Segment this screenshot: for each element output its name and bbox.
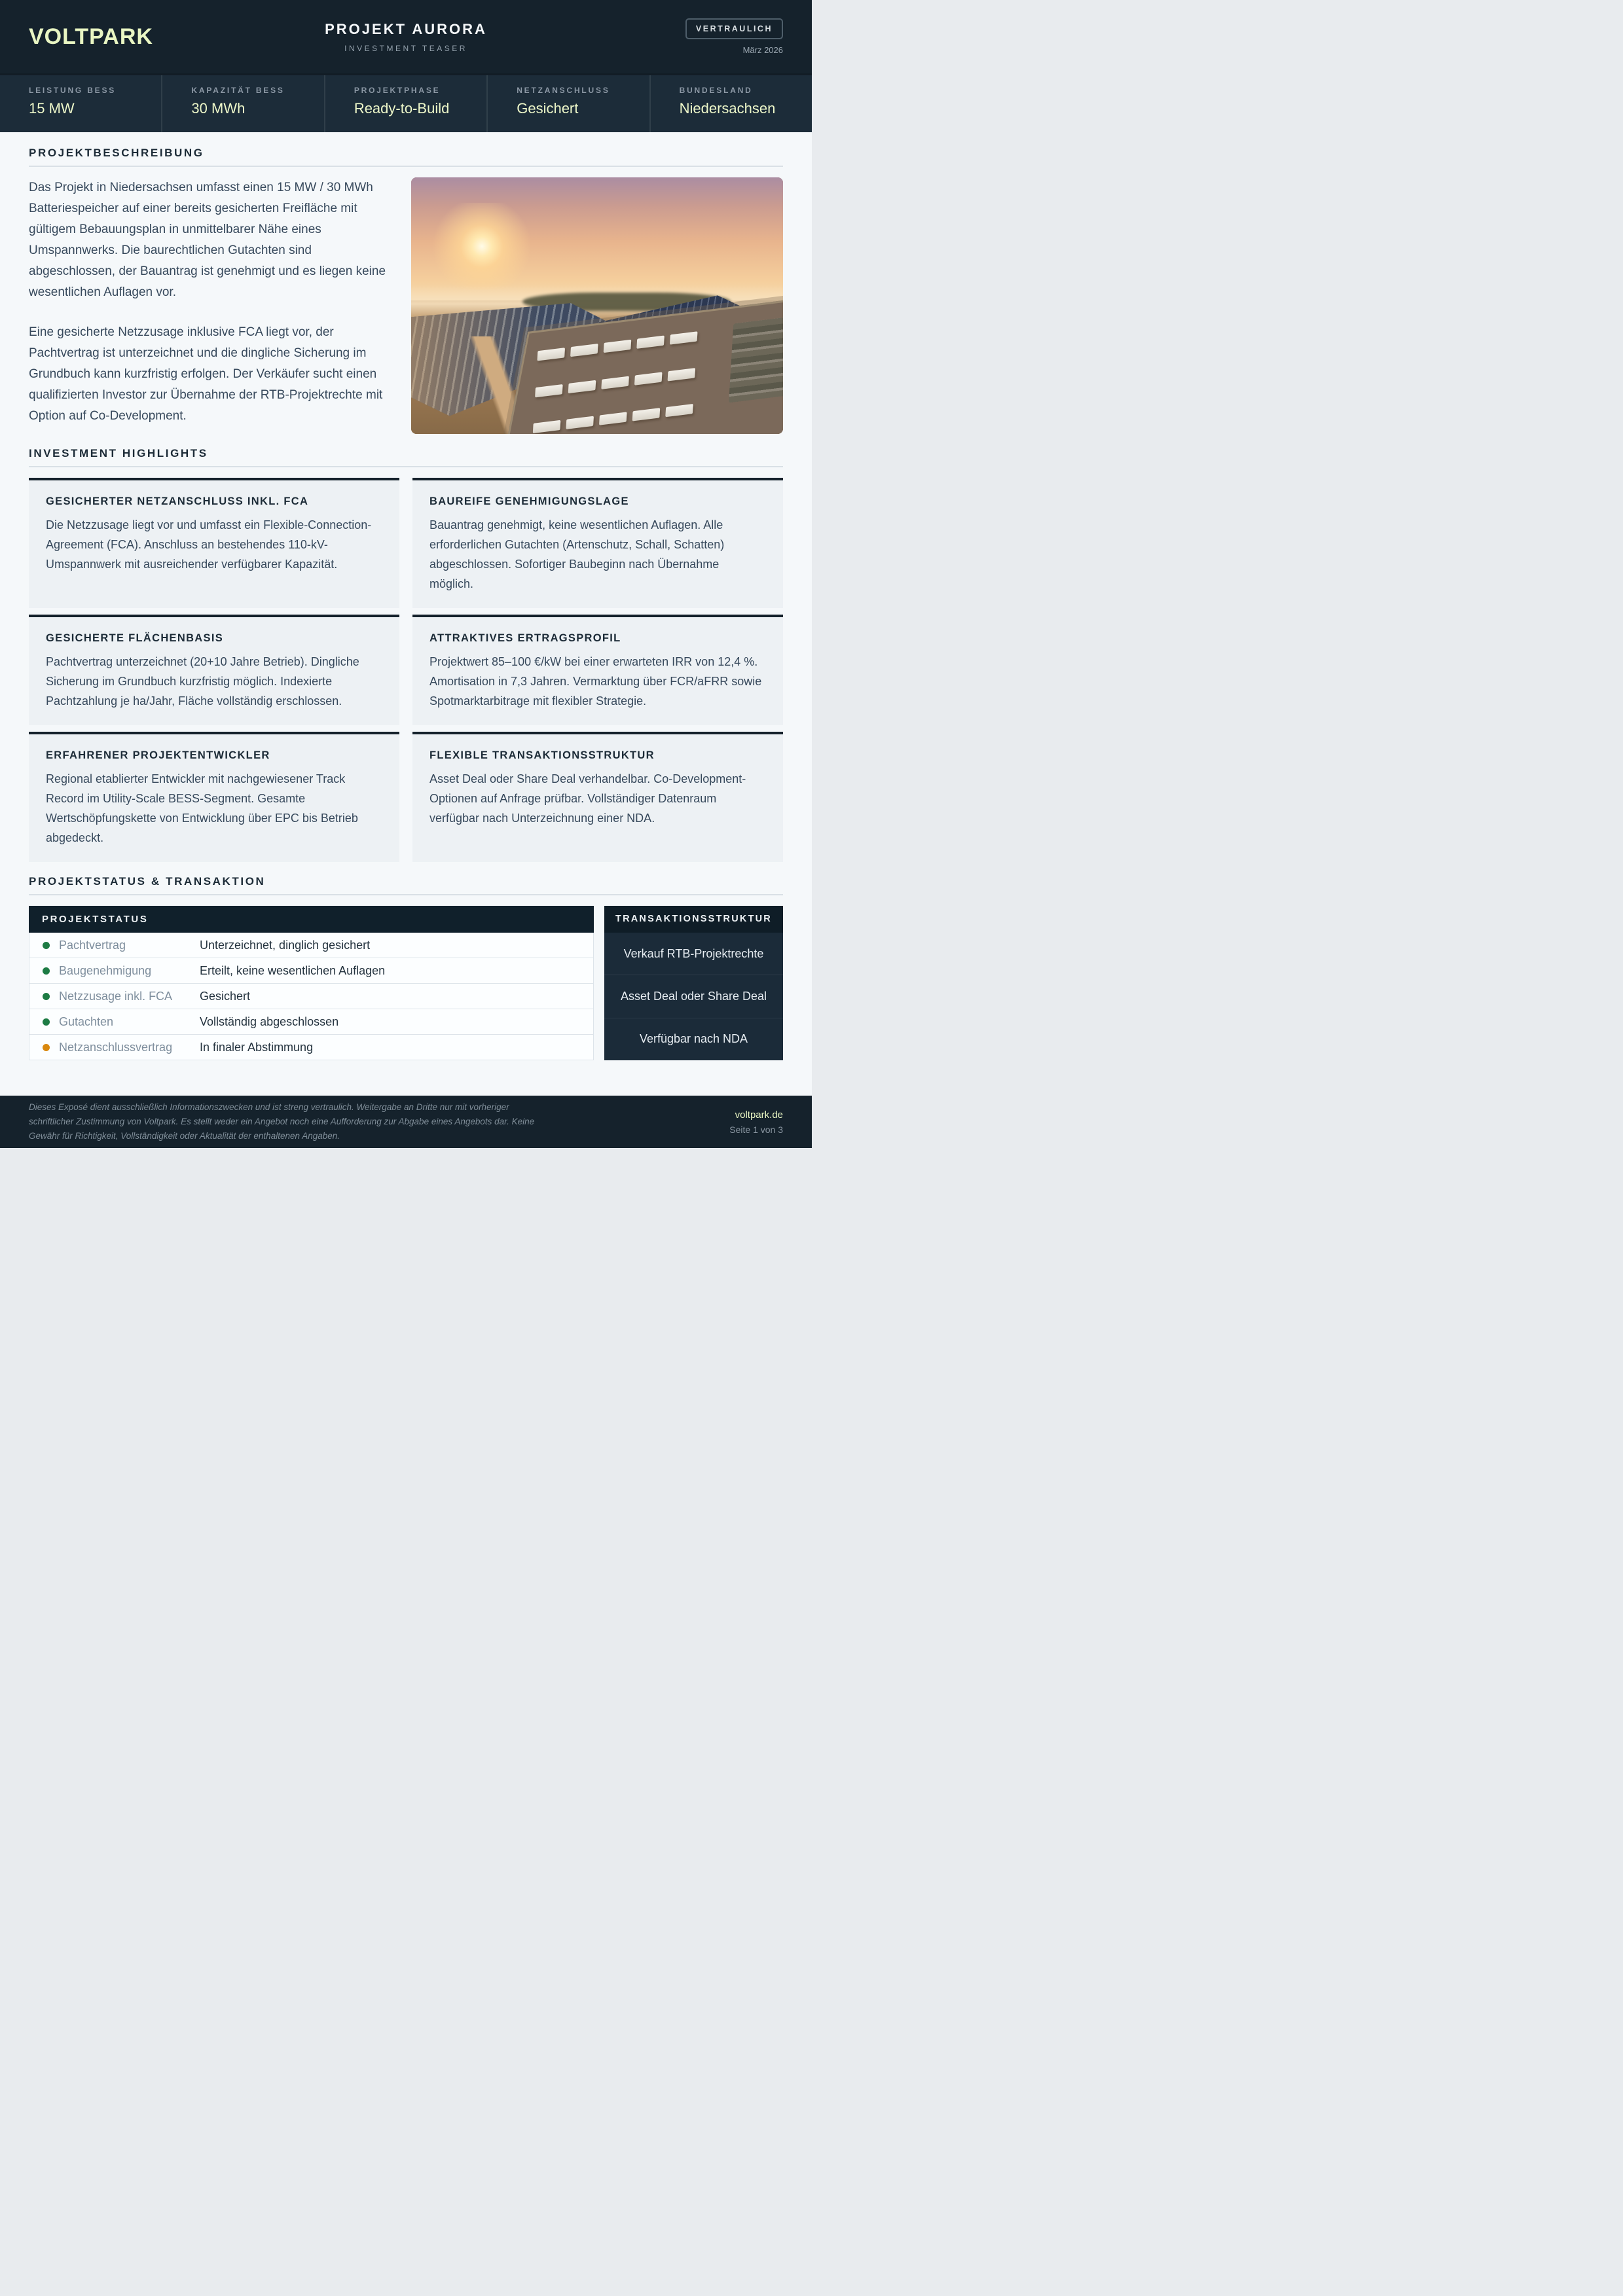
card-body: Bauantrag genehmigt, keine wesentlichen Auflagen. Alle erforderlichen Gutachten (Artenschutz, Schall, Schatten) abgeschlossen. Sofortiger Baubeginn nach Übernahme möglich. xyxy=(429,518,725,590)
stat-label: LEISTUNG BESS xyxy=(29,86,117,95)
status-dot-green-icon xyxy=(43,993,50,1000)
section-title: PROJEKTBESCHREIBUNG xyxy=(29,147,204,159)
row-label: Baugenehmigung xyxy=(59,963,152,977)
transaktionsstruktur-panel xyxy=(604,906,783,1060)
transaction-item-dealtyp: Asset Deal oder Share Deal xyxy=(604,975,783,1017)
row-value: Gesichert xyxy=(200,989,251,1003)
card-body: Pachtvertrag unterzeichnet (20+10 Jahre Betrieb). Dingliche Sicherung im Grundbuch kurzfristig möglich. Indexierte Pachtzahlung je ha/Jahr, Fläche vollständig erschlossen. xyxy=(46,655,359,708)
stat-netzanschluss xyxy=(486,75,649,132)
table-row-pachtvertrag xyxy=(29,933,594,958)
stat-label: KAPAZITÄT BESS xyxy=(191,86,285,95)
projektstatus-table-header: PROJEKTSTATUS xyxy=(29,906,594,933)
stat-kapazitaet-bess xyxy=(161,75,323,132)
stat-label: BUNDESLAND xyxy=(679,86,753,95)
stat-value: Ready-to-Build xyxy=(354,100,450,117)
highlight-card-netzanschluss xyxy=(29,478,399,608)
table-row-netzzusage xyxy=(29,984,594,1009)
stat-value: 15 MW xyxy=(29,100,75,117)
card-body: Die Netzzusage liegt vor und umfasst ein Flexible-Connection-Agreement (FCA). Anschluss an bestehendes 110-kV-Umspannwerk mit ausreichender verfügbarer Kapazität. xyxy=(46,518,372,571)
stat-value: 30 MWh xyxy=(191,100,246,117)
section-projektstatus-heading xyxy=(29,875,783,895)
confidential-badge: VERTRAULICH xyxy=(685,18,783,39)
row-value: Erteilt, keine wesentlichen Auflagen xyxy=(200,963,386,977)
stat-value: Gesichert xyxy=(517,100,579,117)
transaktionsstruktur-body xyxy=(604,933,783,1060)
description-row xyxy=(29,177,783,434)
footer-right xyxy=(729,1109,783,1135)
highlight-card-projektentwickler xyxy=(29,732,399,862)
table-row-gutachten xyxy=(29,1009,594,1035)
description-paragraph-2: Eine gesicherte Netzzusage inklusive FCA liegt vor, der Pachtvertrag ist unterzeichnet und die dingliche Sicherung im Grundbuch kann kurzfristig erfolgen. Der Verkäufer sucht einen qualifizierten Investor zur Übernahme der RTB-Projektrechte mit Option auf Co-Development. xyxy=(29,325,383,423)
header xyxy=(0,0,812,73)
section-title: INVESTMENT HIGHLIGHTS xyxy=(29,447,208,459)
section-divider xyxy=(29,466,783,467)
disclaimer-text: Dieses Exposé dient ausschließlich Informationszwecken und ist streng vertraulich. Weitergabe an Dritte nur mit vorheriger schriftlicher Zustimmung von Voltpark. Es stellt weder ein Angebot noch eine Aufforderung zur Abgabe eines Angebots dar. Keine Gewähr für Richtigkeit, Vollständigkeit oder Aktualität der enthaltenen Angaben. xyxy=(29,1102,535,1141)
stat-leistung-bess xyxy=(0,75,161,132)
footer xyxy=(0,1096,812,1148)
photo-substation-equipment xyxy=(729,315,783,403)
stat-label: PROJEKTPHASE xyxy=(354,86,441,95)
card-body: Asset Deal oder Share Deal verhandelbar. Co-Development-Optionen auf Anfrage prüfbar. Vollständiger Datenraum verfügbar nach Unterzeichnung einer NDA. xyxy=(429,772,746,825)
description-text xyxy=(29,177,394,434)
card-title: ERFAHRENER PROJEKTENTWICKLER xyxy=(46,749,270,761)
row-label: Gutachten xyxy=(59,1014,114,1028)
main-content xyxy=(0,132,812,1087)
card-title: GESICHERTE FLÄCHENBASIS xyxy=(46,632,224,644)
section-projektbeschreibung-heading xyxy=(29,147,783,167)
voltpark-logo xyxy=(29,24,225,50)
row-label: Pachtvertrag xyxy=(59,938,126,952)
highlight-cards-grid xyxy=(29,478,783,862)
transaction-item-nda: Verfügbar nach NDA xyxy=(604,1018,783,1060)
photo-sun xyxy=(426,203,538,290)
status-dot-green-icon xyxy=(43,942,50,949)
row-value: In finaler Abstimmung xyxy=(200,1040,314,1054)
highlight-card-ertragsprofil xyxy=(412,615,783,725)
section-divider xyxy=(29,894,783,895)
page-subtitle: INVESTMENT TEASER xyxy=(344,43,467,53)
document-date: März 2026 xyxy=(742,45,783,55)
section-investment-highlights-heading xyxy=(29,447,783,467)
row-value: Unterzeichnet, dinglich gesichert xyxy=(200,938,371,952)
card-title: FLEXIBLE TRANSAKTIONSSTRUKTUR xyxy=(429,749,655,761)
section-divider xyxy=(29,166,783,167)
highlight-card-flaechenbasis xyxy=(29,615,399,725)
card-title: ATTRAKTIVES ERTRAGSPROFIL xyxy=(429,632,621,644)
status-dot-green-icon xyxy=(43,967,50,975)
stat-bundesland xyxy=(649,75,812,132)
page-title: PROJEKT AURORA xyxy=(325,20,487,37)
project-photo-aerial-solar-bess-sunset xyxy=(411,177,783,434)
stat-label: NETZANSCHLUSS xyxy=(517,86,610,95)
investment-teaser-page xyxy=(0,0,812,1148)
header-title-block xyxy=(225,21,587,53)
card-body: Projektwert 85–100 €/kW bei einer erwarteten IRR von 12,4 %. Amortisation in 7,3 Jahren. Vermarktung über FCR/aFRR sowie Spotmarktarbitrage mit flexibler Strategie. xyxy=(429,655,762,708)
highlight-card-transaktionsstruktur xyxy=(412,732,783,862)
table-row-baugenehmigung xyxy=(29,958,594,984)
photo-battery-containers xyxy=(531,327,733,434)
stat-projektphase xyxy=(324,75,486,132)
voltpark-logo-text: VOLTPARK xyxy=(29,24,153,49)
row-label: Netzanschlussvertrag xyxy=(59,1040,173,1054)
header-right xyxy=(587,18,783,55)
page-number: Seite 1 von 3 xyxy=(729,1124,783,1135)
projektstatus-table xyxy=(29,906,594,1060)
key-stats-bar xyxy=(0,73,812,132)
card-title: BAUREIFE GENEHMIGUNGSLAGE xyxy=(429,495,629,507)
transaction-item-verkauf: Verkauf RTB-Projektrechte xyxy=(623,946,764,960)
card-body: Regional etablierter Entwickler mit nachgewiesener Track Record im Utility-Scale BESS-Segment. Gesamte Wertschöpfungskette von Entwicklung über EPC bis Betrieb abgedeckt. xyxy=(46,772,358,844)
description-paragraph-1: Das Projekt in Niedersachsen umfasst einen 15 MW / 30 MWh Batteriespeicher auf einer bereits gesicherten Freifläche mit gültigem Bebauungsplan in unmittelbarer Nähe eines Umspannwerks. Die baurechtlichen Gutachten sind abgeschlossen, der Bauantrag ist genehmigt und es liegen keine wesentlichen Auflagen vor. xyxy=(29,181,386,299)
row-label: Netzzusage inkl. FCA xyxy=(59,989,173,1003)
status-dot-amber-icon xyxy=(43,1044,50,1051)
card-title: GESICHERTER NETZANSCHLUSS INKL. FCA xyxy=(46,495,309,507)
highlight-card-genehmigungslage xyxy=(412,478,783,608)
row-value: Vollständig abgeschlossen xyxy=(200,1014,339,1028)
section-title: PROJEKTSTATUS & TRANSAKTION xyxy=(29,875,266,888)
status-dot-green-icon xyxy=(43,1018,50,1026)
transaktionsstruktur-header: TRANSAKTIONSSTRUKTUR xyxy=(604,906,783,933)
stat-value: Niedersachsen xyxy=(679,100,776,117)
table-row-netzanschlussvertrag xyxy=(29,1035,594,1060)
status-and-transaction-row xyxy=(29,906,783,1060)
website-link[interactable]: voltpark.de xyxy=(735,1109,783,1121)
